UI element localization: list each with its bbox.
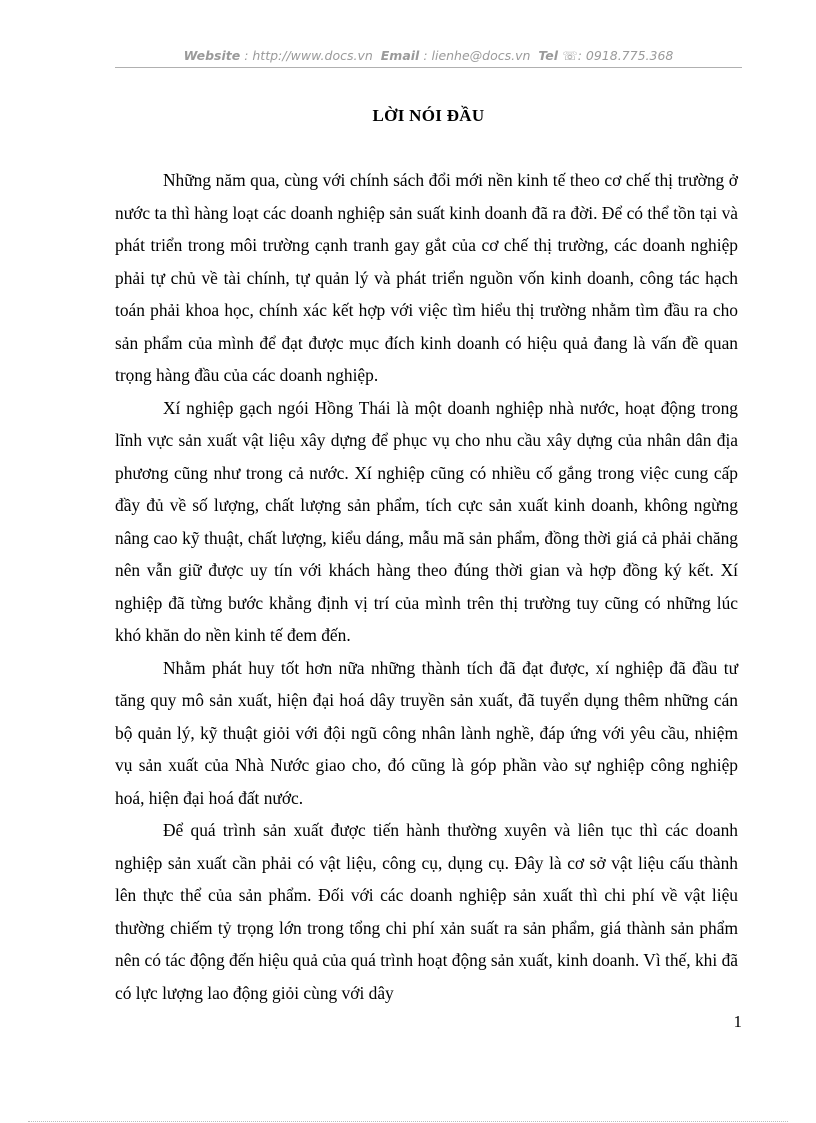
paragraph-2: Xí nghiệp gạch ngói Hồng Thái là một doanh nghiệp nhà nước, hoạt động trong lĩnh vực sản xuất vật liệu xây dựng để phục vụ cho nhu cầu xây dựng của nhân dân địa phương cũng như trong cả nước. Xí nghiệp cũng có nhiều cố gắng trong việc cung cấp đầy đủ về số lượng, chất lượng sản phẩm, tích cực sản xuất kinh doanh, không ngừng nâng cao kỹ thuật, chất lượng, kiểu dáng, mẫu mã sản phẩm, đồng thời giá cả phải chăng nên vẫn giữ được uy tín với khách hàng theo đúng thời gian và hợp đồng ký kết. Xí nghiệp đã từng bước khẳng định vị trí của mình trên thị trường tuy cũng có những lúc khó khăn do nền kinh tế đem đến. — [115, 397, 738, 645]
email-value: : lienhe@docs.vn — [423, 48, 531, 63]
paragraph-3: Nhằm phát huy tốt hơn nữa những thành tích đã đạt được, xí nghiệp đã đầu tư tăng quy mô sản xuất, hiện đại hoá dây truyền sản xuất, đã tuyển dụng thêm những cán bộ quản lý, kỹ thuật giỏi với đội ngũ công nhân lành nghề, đáp ứng với yêu cầu, nhiệm vụ sản xuất của Nhà Nước giao cho, đó cũng là góp phần vào sự nghiệp công nghiệp hoá, hiện đại hoá đất nước. — [115, 657, 738, 808]
website-label: Website — [183, 48, 241, 63]
header-divider — [115, 67, 742, 68]
tel-label: Tel — [538, 48, 559, 63]
telephone-icon: ☏ — [562, 48, 578, 63]
page-number: 1 — [733, 1012, 742, 1031]
document-title: LỜI NÓI ĐẦU — [372, 106, 485, 125]
tel-value: : 0918.775.368 — [577, 48, 674, 63]
website-value: : http://www.docs.vn — [244, 48, 373, 63]
page-bottom-divider — [28, 1121, 788, 1122]
email-label: Email — [380, 48, 420, 63]
page-header — [115, 48, 742, 63]
document-body — [115, 164, 738, 1009]
paragraph-1: Những năm qua, cùng với chính sách đổi mới nền kinh tế theo cơ chế thị trường ở nước ta thì hàng loạt các doanh nghiệp sản suất kinh doanh đã ra đời. Để có thể tồn tại và phát triển trong môi trường cạnh tranh gay gắt của cơ chế thị trường, các doanh nghiệp phải tự chủ về tài chính, tự quản lý và phát triển nguồn vốn kinh doanh, công tác hạch toán phải khoa học, chính xác kết hợp với việc tìm hiểu thị trường nhằm tìm đầu ra cho sản phẩm của mình để đạt được mục đích kinh doanh có hiệu quả đang là vấn đề quan trọng hàng đầu của các doanh nghiệp. — [115, 170, 738, 385]
paragraph-4: Để quá trình sản xuất được tiến hành thường xuyên và liên tục thì các doanh nghiệp sản xuất cần phải có vật liệu, công cụ, dụng cụ. Đây là cơ sở vật liệu cấu thành lên thực thể của sản phẩm. Đối với các doanh nghiệp sản xuất thì chi phí về vật liệu thường chiếm tỷ trọng lớn trong tổng chi phí xản suất ra sản phẩm, giá thành sản phẩm nên có tác động đến hiệu quả của quá trình hoạt động sản xuất, kinh doanh. Vì thế, khi đã có lực lượng lao động giỏi cùng với dây — [115, 820, 738, 1003]
